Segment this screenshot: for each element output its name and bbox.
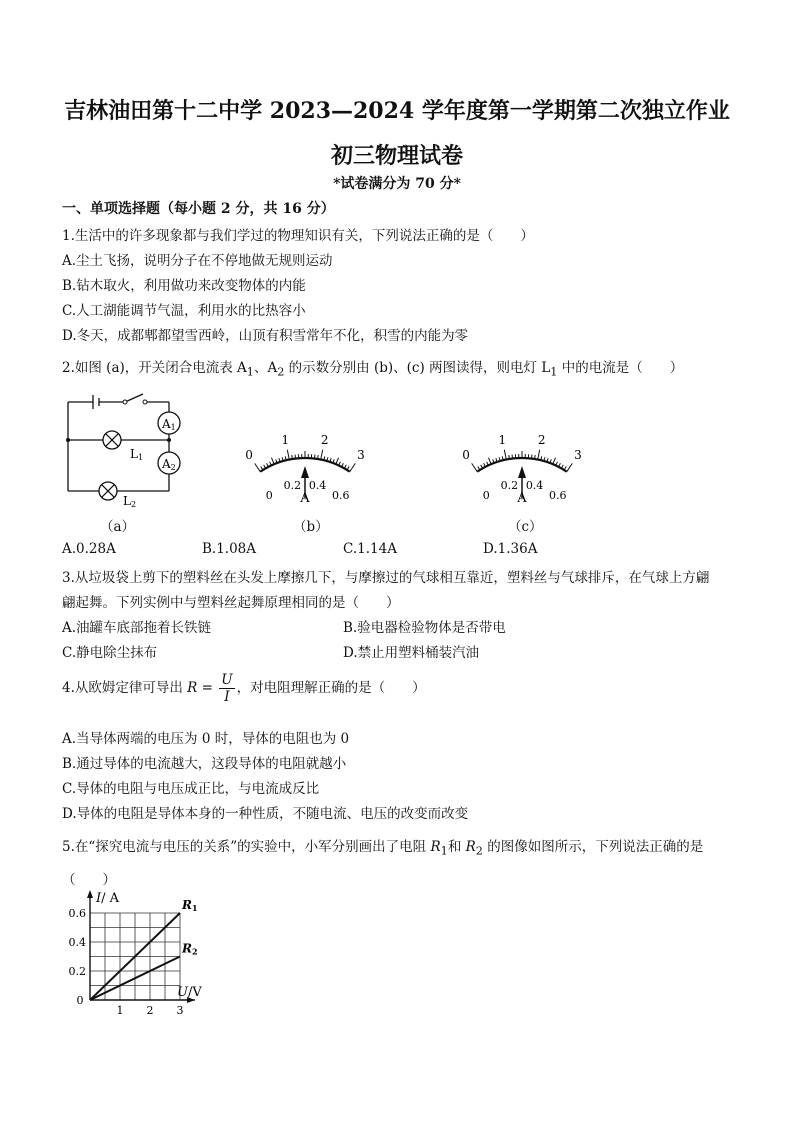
q4-option-c: C.导体的电阻与电压成正比，与电流成反比	[62, 781, 320, 797]
dial-b-top-label: 0	[245, 448, 253, 463]
dial-c-tick	[488, 458, 491, 464]
dial-c-unit: A	[517, 491, 527, 506]
svg-text:A1: A1	[162, 417, 176, 432]
q1-option-d: D.冬天，成都郫都望雪西岭，山顶有积雪常年不化，积雪的内能为零	[62, 328, 469, 344]
ammeter-a1	[158, 412, 180, 434]
q1-option-b: B.钻木取火，利用做功来改变物体的内能	[62, 278, 306, 294]
section-heading: 一、单项选择题（每小题 2 分，共 16 分）	[62, 201, 335, 217]
q1-option-c: C.人工湖能调节气温，利用水的比热容小	[62, 303, 306, 319]
q1-option-a: A.尘土飞扬，说明分子在不停地做无规则运动	[62, 253, 333, 269]
dial-b-top-label: 2	[320, 432, 329, 447]
dial-c-tick	[553, 458, 556, 464]
dial-b-bottom-label: 0.4	[308, 479, 327, 493]
y-axis-arrow	[87, 890, 93, 898]
q2-option-a: A.0.28A	[62, 541, 116, 557]
dial-c-top-label: 0	[462, 448, 470, 463]
dial-b-pointer-head	[301, 466, 309, 478]
svg-text:L1: L1	[130, 447, 144, 462]
x-tick-label: 3	[176, 1004, 184, 1014]
ammeter-a2	[158, 452, 180, 474]
dial-b-unit: A	[300, 491, 310, 506]
score-note: *试卷满分为 70 分*	[333, 176, 461, 192]
series-label-r2: R2	[182, 941, 198, 957]
series-label-r1: R1	[182, 898, 198, 913]
q3-option-c: C.静电除尘抹布	[62, 645, 158, 661]
dial-c-top-label: 1	[498, 432, 507, 447]
dial-c-top-label: 2	[537, 432, 546, 447]
origin-label: 0	[76, 994, 84, 1007]
dial-b-tick	[287, 450, 289, 460]
lamp-l1	[103, 431, 143, 462]
q2-option-d: D.1.36A	[483, 541, 538, 557]
q1-stem: 1.生活中的许多现象都与我们学过的物理知识有关，下列说法正确的是（ ）	[62, 228, 534, 244]
svg-text:A2: A2	[162, 457, 176, 472]
q2-stem: 2.如图 (a)，开关闭合电流表 $A_1$、$A_2$ 的示数分别由 (b)、(c) 两图读得，则电灯 $L_1$ 中的电流是（ ）	[62, 360, 684, 379]
dial-b-tick	[318, 455, 319, 459]
dial-b-tick	[271, 458, 274, 464]
x-tick-label: 2	[146, 1004, 154, 1014]
x-tick-label: 1	[116, 1004, 124, 1014]
q4-option-a: A.当导体两端的电压为 0 时，导体的电阻也为 0	[62, 731, 350, 747]
dial-b-tick	[292, 455, 293, 459]
q2-option-b: B.1.08A	[202, 541, 257, 557]
paper-title: 吉林油田第十二中学 2023—2024 学年度第一学期第二次独立作业	[64, 98, 730, 124]
dial-b-tick	[336, 458, 339, 464]
q2-option-c: C.1.14A	[343, 541, 397, 557]
svg-text:L2: L2	[123, 494, 137, 509]
q5-stem: 5.在“探究电流与电压的关系”的实验中，小军分别画出了电阻 $R_1$和 $R_2$ 的图像如图所示，下列说法正确的是	[62, 839, 704, 858]
dial-c-tick	[509, 455, 510, 459]
dial-b-bottom-label: 0	[265, 488, 273, 502]
dial-b-top-label: 1	[281, 432, 290, 447]
dial-c-tick	[538, 450, 540, 460]
q4-option-b: B.通过导体的电流越大，这段导体的电阻就越小	[62, 756, 347, 772]
iu-graph	[55, 884, 225, 1014]
dial-b-top-label: 3	[357, 448, 365, 463]
dial-c-tick	[472, 463, 478, 471]
dial-c-tick	[504, 450, 506, 460]
lamp-l2	[99, 482, 136, 509]
ohm-fraction: $\frac{U}{I}$	[221, 672, 233, 705]
y-tick-label: 0.4	[68, 936, 86, 949]
q3-stem-line1: 3.从垃圾袋上剪下的塑料丝在头发上摩擦几下，与摩擦过的气球相互靠近，塑料丝与气球排斥，在气球上方翩	[62, 570, 710, 586]
q3-stem-line2: 翩起舞。下列实例中与塑料丝起舞原理相同的是（ ）	[62, 595, 400, 611]
q5-stem-line2: （ ）	[62, 872, 116, 888]
q3-option-a: A.油罐车底部拖着长铁链	[62, 620, 212, 636]
dial-c-pointer-head	[518, 466, 526, 478]
dial-b-tick	[321, 450, 323, 460]
dial-b-tick	[350, 463, 356, 471]
caption-c: （c）	[508, 519, 543, 535]
dial-b-bottom-label: 0.2	[283, 479, 302, 493]
caption-b: （b）	[293, 519, 329, 535]
dial-c-bottom-label: 0.4	[525, 479, 544, 493]
dial-b-bottom-label: 0.6	[332, 488, 350, 502]
dial-b-tick	[255, 463, 261, 471]
dial-c-bottom-label: 0.2	[500, 479, 519, 493]
q4-option-d: D.导体的电阻是导体本身的一种性质，不随电流、电压的改变而改变	[62, 806, 469, 822]
dial-c-bottom-label: 0.6	[549, 488, 567, 502]
paper-subtitle: 初三物理试卷	[330, 143, 463, 169]
ammeter-dial-c	[422, 420, 622, 510]
dial-c-top-label: 3	[574, 448, 582, 463]
dial-c-tick	[567, 463, 573, 471]
y-axis-label: I/ A	[96, 891, 120, 906]
ammeter-dial-b	[205, 420, 405, 510]
q3-option-b: B.验电器检验物体是否带电	[343, 620, 506, 636]
y-tick-label: 0.6	[68, 907, 86, 920]
q4-stem: 4.从欧姆定律可导出 R = $\frac{U}{I}$ ，对电阻理解正确的是（ ）	[62, 672, 426, 705]
caption-a: （a）	[100, 519, 136, 535]
y-tick-label: 0.2	[68, 965, 86, 978]
q3-option-d: D.禁止用塑料桶装汽油	[343, 645, 480, 661]
dial-c-bottom-label: 0	[482, 488, 490, 502]
x-axis-label: U/V	[177, 985, 202, 1000]
dial-c-tick	[535, 455, 536, 459]
